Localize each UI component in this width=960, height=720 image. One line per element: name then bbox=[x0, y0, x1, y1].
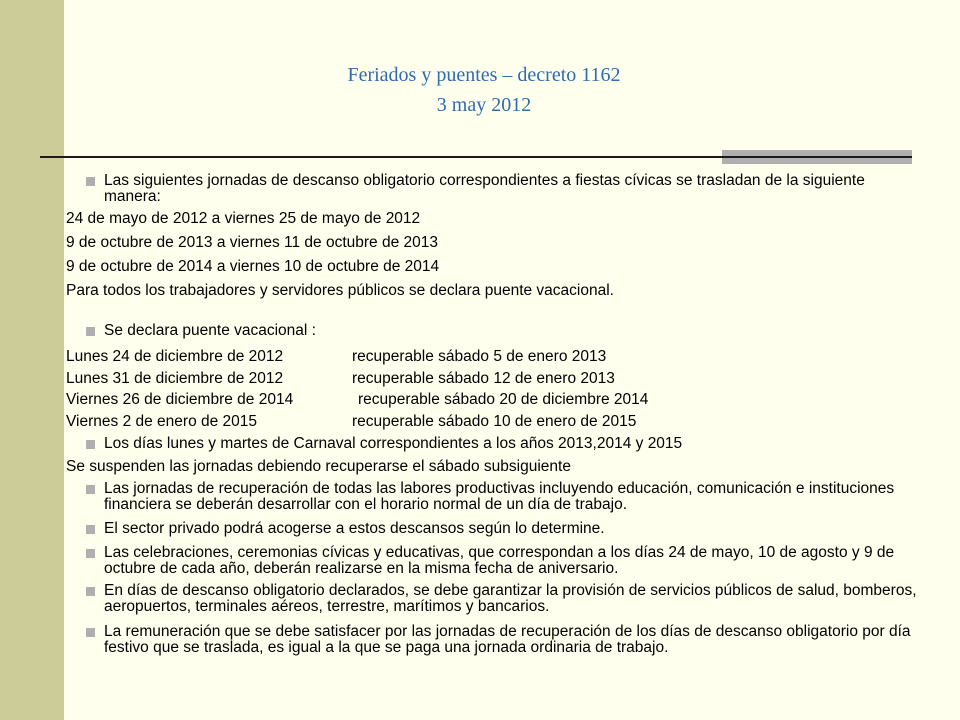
holiday-recovery: recuperable sábado 10 de enero de 2015 bbox=[352, 413, 637, 430]
slide-title: Feriados y puentes – decreto 1162 bbox=[347, 64, 621, 86]
paragraph-line: 9 de octubre de 2013 a viernes 11 de octubre de 2013 bbox=[66, 234, 438, 251]
bullet-text: En días de descanso obligatorio declarados, se debe garantizar la provisión de servicios públicos de salud, bomberos, aeropuertos, terminales aéreos, terrestre, marítimos y bancarios. bbox=[104, 582, 917, 615]
holiday-row bbox=[66, 413, 946, 431]
bullet-marker bbox=[86, 327, 95, 336]
holiday-row bbox=[66, 391, 946, 409]
holiday-row bbox=[66, 348, 946, 366]
bullet-marker bbox=[86, 440, 95, 449]
title-rule bbox=[40, 156, 912, 158]
bullet-text: La remuneración que se debe satisfacer por las jornadas de recuperación de los días de descanso obligatorio por día festivo que se traslada, es igual a la que se paga una jornada ordinaria de trabajo. bbox=[104, 623, 911, 656]
paragraph-line: 24 de mayo de 2012 a viernes 25 de mayo de 2012 bbox=[66, 210, 421, 227]
holiday-date: Lunes 31 de diciembre de 2012 bbox=[66, 370, 284, 387]
bullet-marker bbox=[86, 628, 95, 637]
bullet-text: Las jornadas de recuperación de todas las labores productivas incluyendo educación, comunicación e instituciones financiera se deberán desarrollar con el horario normal de un día de trabajo. bbox=[104, 480, 895, 513]
holiday-date: Lunes 24 de diciembre de 2012 bbox=[66, 348, 284, 365]
paragraph-line: 9 de octubre de 2014 a viernes 10 de octubre de 2014 bbox=[66, 258, 440, 275]
side-band bbox=[0, 0, 64, 720]
bullet-text: Los días lunes y martes de Carnaval correspondientes a los años 2013,2014 y 2015 bbox=[104, 435, 683, 452]
paragraph-line: Se suspenden las jornadas debiendo recuperarse el sábado subsiguiente bbox=[66, 458, 571, 475]
bullet-text: El sector privado podrá acogerse a estos descansos según lo determine. bbox=[104, 520, 605, 537]
bullet-marker bbox=[86, 485, 95, 494]
bullet-marker bbox=[86, 177, 95, 186]
holiday-recovery: recuperable sábado 5 de enero 2013 bbox=[352, 348, 607, 365]
bullet-text: Se declara puente vacacional : bbox=[104, 322, 316, 339]
holiday-date: Viernes 2 de enero de 2015 bbox=[66, 413, 258, 430]
holiday-row bbox=[66, 370, 946, 388]
bullet-marker bbox=[86, 525, 95, 534]
bullet-marker bbox=[86, 587, 95, 596]
bullet-marker bbox=[86, 549, 95, 558]
holiday-date: Viernes 26 de diciembre de 2014 bbox=[66, 391, 294, 408]
slide-subtitle: 3 may 2012 bbox=[436, 94, 532, 116]
bullet-text: Las siguientes jornadas de descanso obligatorio correspondientes a fiestas cívicas se trasladan de la siguiente manera: bbox=[104, 172, 865, 205]
paragraph-line: Para todos los trabajadores y servidores públicos se declara puente vacacional. bbox=[66, 282, 614, 299]
holiday-recovery: recuperable sábado 20 de diciembre 2014 bbox=[358, 391, 649, 408]
bullet-text: Las celebraciones, ceremonias cívicas y educativas, que correspondan a los días 24 de mayo, 10 de agosto y 9 de octubre de cada año, deberán realizarse en la misma fecha de aniversario. bbox=[104, 544, 895, 577]
holiday-recovery: recuperable sábado 12 de enero 2013 bbox=[352, 370, 615, 387]
